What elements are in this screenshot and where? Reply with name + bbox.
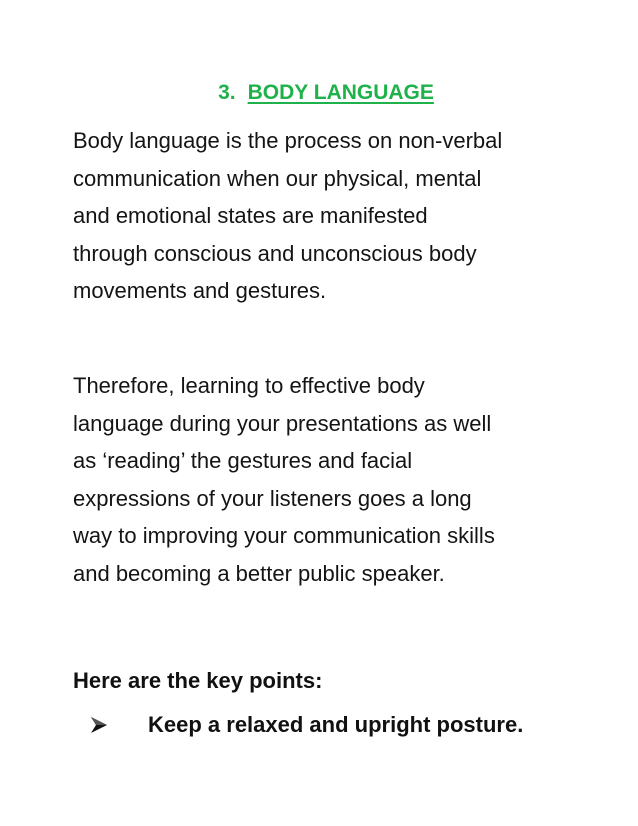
paragraph-definition — [73, 122, 593, 310]
paragraph-line: language during your presentations as well — [73, 410, 492, 436]
paragraph-line: as ‘reading’ the gestures and facial — [73, 448, 413, 473]
key-points-heading: Here are the key points: — [73, 668, 323, 693]
paragraph-line: Body language is the process on non-verbal — [73, 128, 503, 153]
paragraph-line: communication when our physical, mental — [73, 165, 482, 191]
paragraph-line: movements and gestures. — [73, 278, 327, 303]
paragraph-line: way to improving your communication skills — [73, 523, 495, 548]
paragraph-line: Therefore, learning to effective body — [73, 373, 425, 398]
paragraph-line: expressions of your listeners goes a long — [73, 485, 472, 511]
section-heading — [0, 78, 638, 108]
section-number: 3. — [218, 81, 236, 104]
section-title: BODY LANGUAGE — [247, 81, 434, 104]
paragraph-importance — [73, 367, 593, 592]
arrowhead-bullet-icon — [91, 717, 107, 733]
paragraph-line: and becoming a better public speaker. — [73, 560, 445, 586]
key-point-text: Keep a relaxed and upright posture. — [148, 712, 524, 737]
paragraph-line: through conscious and unconscious body — [73, 240, 477, 266]
paragraph-line: and emotional states are manifested — [73, 203, 428, 228]
